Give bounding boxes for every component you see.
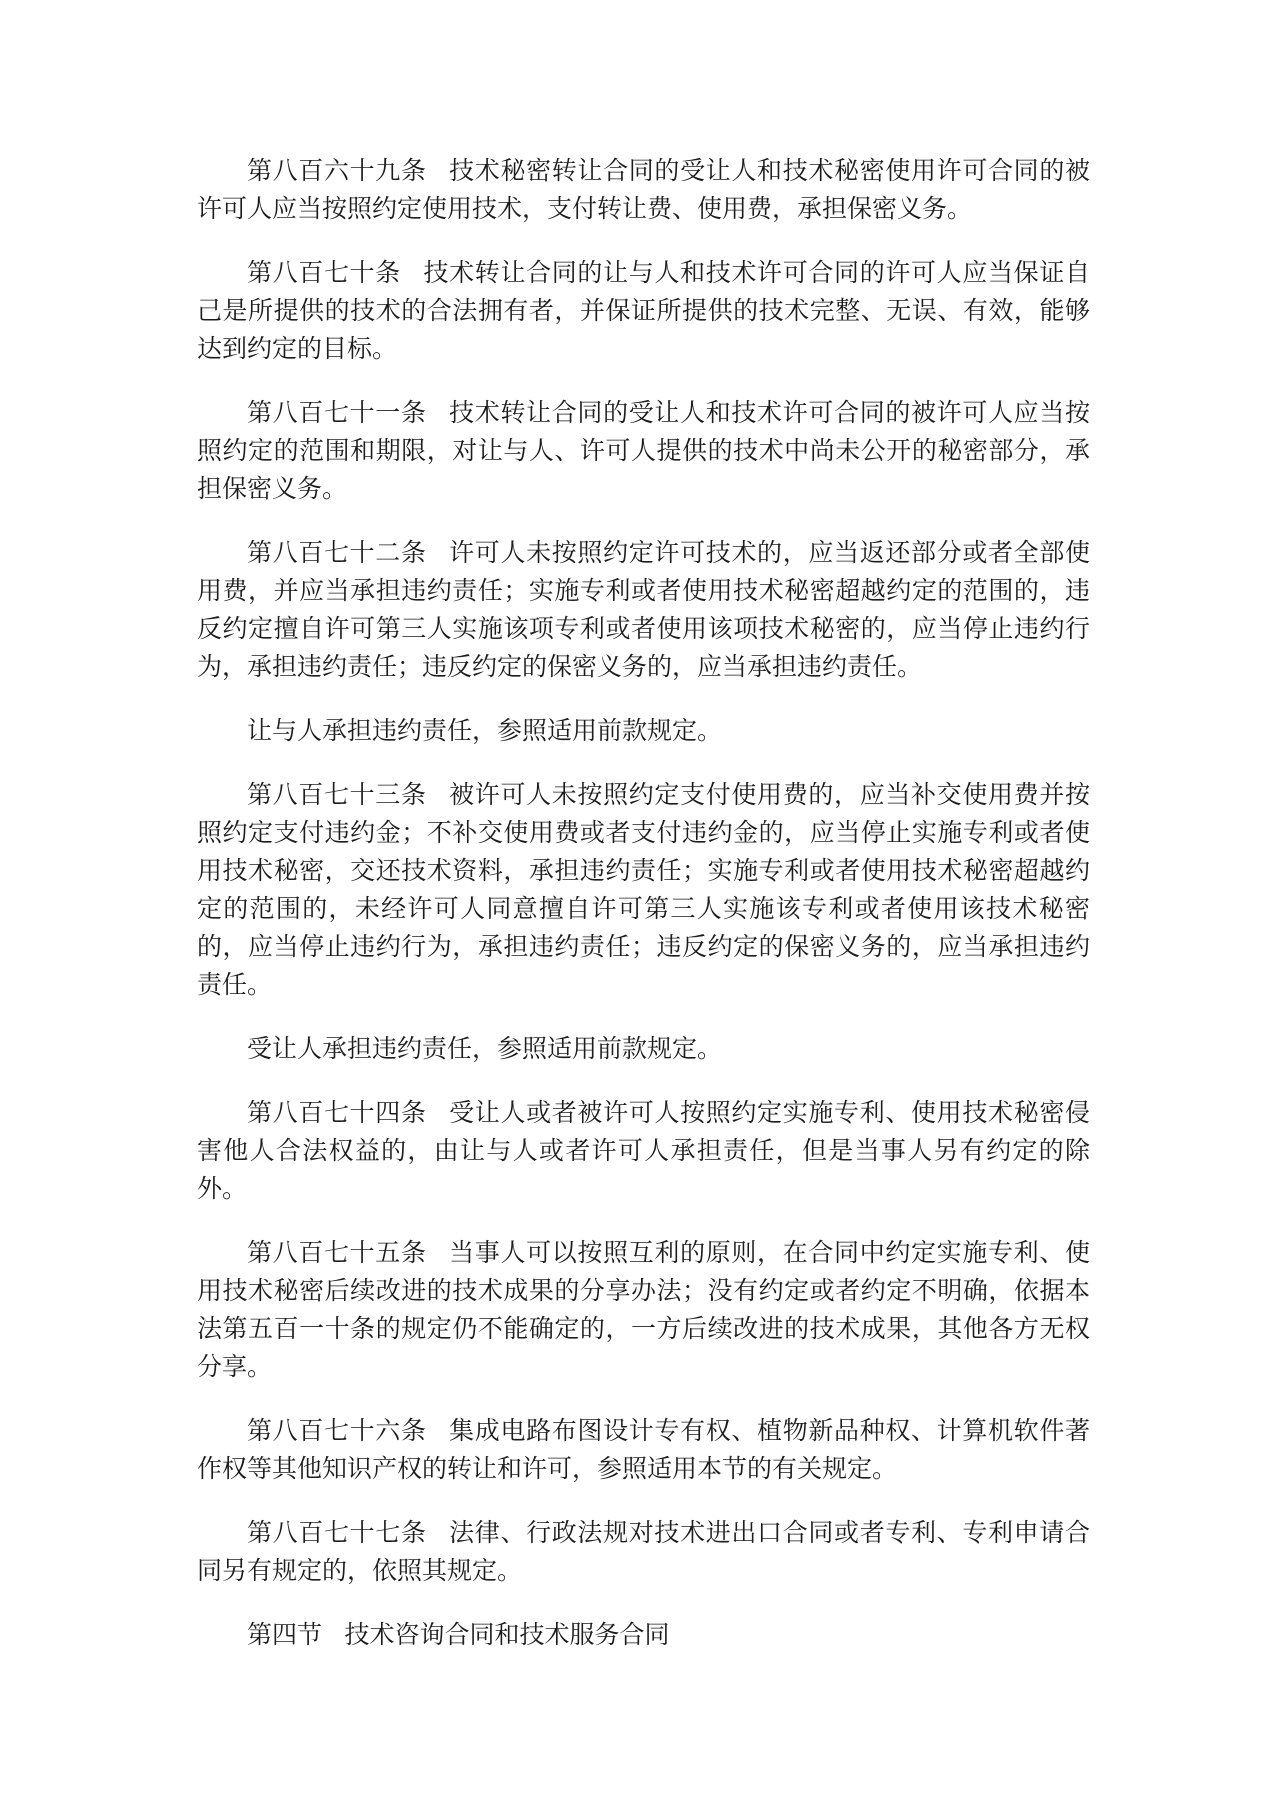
article-text: 让与人承担违约责任，参照适用前款规定。 [247,716,723,745]
article-number: 第八百七十七条 [247,1518,427,1547]
article-number: 第八百七十三条 [247,780,427,809]
article-873-clause-2 [197,1030,1090,1068]
article-text: 被许可人未按照约定支付使用费的，应当补交使用费并按照约定支付违约金；不补交使用费或者支付违约金的，应当停止实施专利或者使用技术秘密，交还技术资料，承担违约责任；实施专利或者使用技术秘密超越约定的范围的，未经许可人同意擅自许可第三人实施该专利或者使用该技术秘密的，应当停止违约行为，承担违约责任；违反约定的保密义务的，应当承担违约责任。 [197,780,1090,999]
document-page [197,152,1090,1680]
article-text: 许可人未按照约定许可技术的，应当返还部分或者全部使用费，并应当承担违约责任；实施专利或者使用技术秘密超越约定的范围的，违反约定擅自许可第三人实施该项专利或者使用该项技术秘密的，应当停止违约行为，承担违约责任；违反约定的保密义务的，应当承担违约责任。 [197,538,1090,681]
article-text: 受让人或者被许可人按照约定实施专利、使用技术秘密侵害他人合法权益的，由让与人或者许可人承担责任，但是当事人另有约定的除外。 [197,1098,1090,1203]
article-number: 第八百七十一条 [247,398,427,427]
article-text: 技术秘密转让合同的受让人和技术秘密使用许可合同的被许可人应当按照约定使用技术，支付转让费、使用费，承担保密义务。 [197,156,1090,223]
section-number: 第四节 [247,1620,323,1649]
article-text: 集成电路布图设计专有权、植物新品种权、计算机软件著作权等其他知识产权的转让和许可，参照适用本节的有关规定。 [197,1416,1090,1483]
article-number: 第八百七十二条 [247,538,427,567]
article-869 [197,152,1090,228]
article-number: 第八百六十九条 [247,156,427,185]
article-872 [197,534,1090,686]
article-text: 技术转让合同的受让人和技术许可合同的被许可人应当按照约定的范围和期限，对让与人、许可人提供的技术中尚未公开的秘密部分，承担保密义务。 [197,398,1090,503]
article-number: 第八百七十四条 [247,1098,427,1127]
article-number: 第八百七十六条 [247,1416,427,1445]
section-heading [197,1616,1090,1654]
article-872-clause-2 [197,712,1090,750]
article-text: 技术转让合同的让与人和技术许可合同的许可人应当保证自己是所提供的技术的合法拥有者，并保证所提供的技术完整、无误、有效，能够达到约定的目标。 [197,258,1090,363]
article-877 [197,1514,1090,1590]
article-873 [197,776,1090,1004]
article-text: 受让人承担违约责任，参照适用前款规定。 [247,1034,723,1063]
article-870 [197,254,1090,368]
article-text: 法律、行政法规对技术进出口合同或者专利、专利申请合同另有规定的，依照其规定。 [197,1518,1090,1585]
article-text: 当事人可以按照互利的原则，在合同中约定实施专利、使用技术秘密后续改进的技术成果的分享办法；没有约定或者约定不明确，依据本法第五百一十条的规定仍不能确定的，一方后续改进的技术成果，其他各方无权分享。 [197,1238,1090,1381]
section-title: 技术咨询合同和技术服务合同 [344,1620,670,1649]
article-number: 第八百七十条 [247,258,401,287]
article-876 [197,1412,1090,1488]
article-874 [197,1094,1090,1208]
article-number: 第八百七十五条 [247,1238,427,1267]
article-875 [197,1234,1090,1386]
article-871 [197,394,1090,508]
